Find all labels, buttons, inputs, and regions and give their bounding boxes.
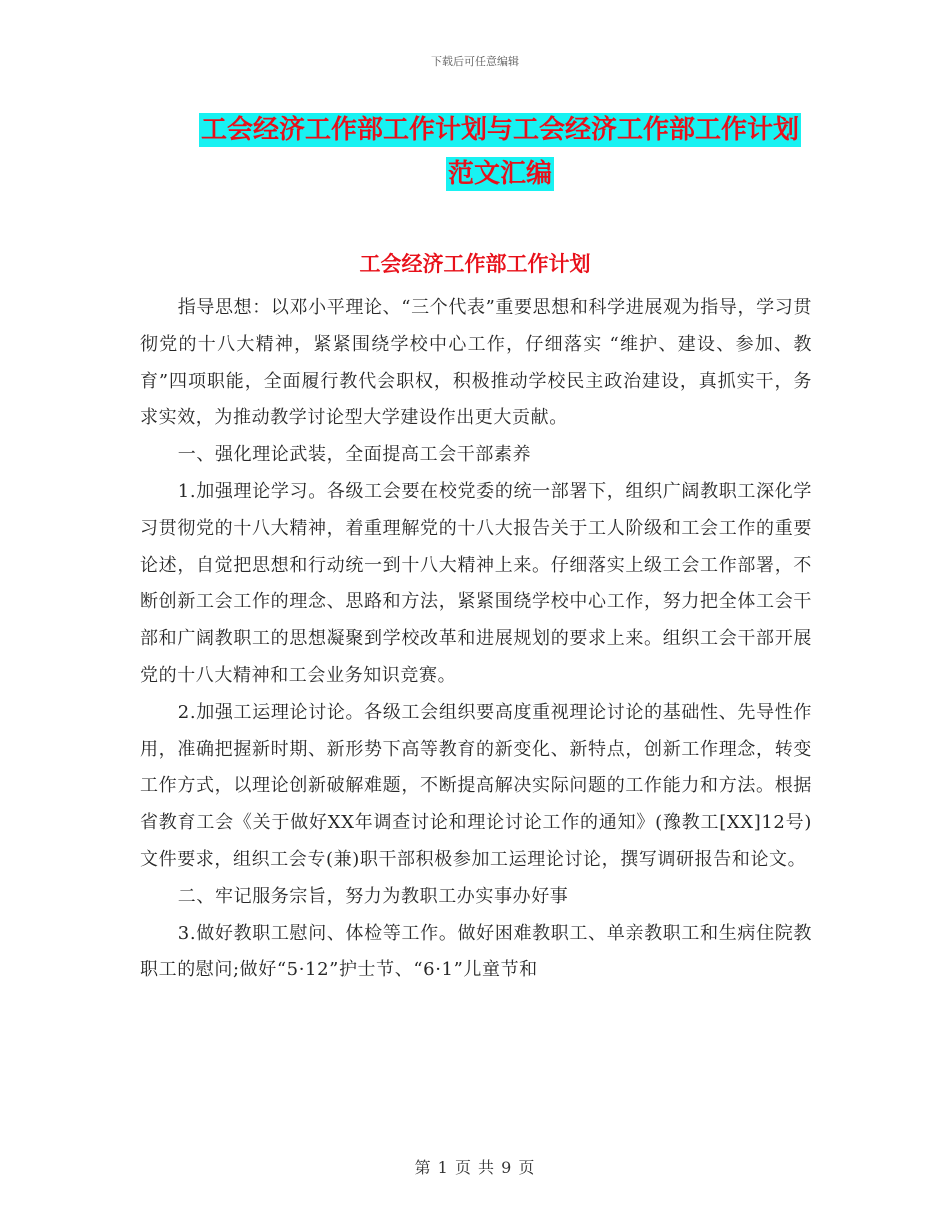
- document-title: [150, 108, 850, 196]
- heading-part-two: 二、牢记服务宗旨，努力为教职工办实事办好事: [177, 885, 569, 907]
- document-title-line-2: 范文汇编: [447, 159, 552, 189]
- paragraph-guiding-ideology: 指导思想：以邓小平理论、“三个代表”重要思想和科学进展观为指导，学习贯彻党的十八大精神，紧紧围绕学校中心工作，仔细落实 “维护、建设、参加、教育”四项职能，全面履行教代会职权，积极推动学校民主政治建设，真抓实干，务求实效，为推动教学讨论型大学建设作出更大贡献。: [140, 297, 812, 429]
- heading-part-one: 一、强化理论武装，全面提高工会干部素养: [177, 444, 532, 466]
- paragraph-item-2: 2.加强工运理论讨论。各级工会组织要高度重视理论讨论的基础性、先导性作用，准确把握新时期、新形势下高等教育的新变化、新特点，创新工作理念，转变工作方式，以理论创新破解难题，不断提高解决实际问题的工作能力和方法。根据省教育工会《关于做好XX年调查讨论和理论讨论工作的通知》(豫教工[XX]12号)文件要求，组织工会专(兼)职干部积极参加工运理论讨论，撰写调研报告和论文。: [140, 701, 812, 870]
- document-title-line-1: 工会经济工作部工作计划与工会经济工作部工作计划: [200, 115, 799, 145]
- paragraph-item-3: 3.做好教职工慰问、体检等工作。做好困难教职工、单亲教职工和生病住院教职工的慰问;做好“5·12”护士节、“6·1”儿童节和: [140, 922, 812, 981]
- section-title: 工会经济工作部工作计划: [359, 252, 591, 276]
- document-body: [140, 290, 812, 989]
- page-number-footer: 第 1 页 共 9 页: [414, 1158, 536, 1177]
- paragraph-item-1: 1.加强理论学习。各级工会要在校党委的统一部署下，组织广阔教职工深化学习贯彻党的十八大精神，着重理解党的十八大报告关于工人阶级和工会工作的重要论述，自觉把思想和行动统一到十八大精神上来。仔细落实上级工会工作部署，不断创新工会工作的理念、思路和方法，紧紧围绕学校中心工作，努力把全体工会干部和广阔教职工的思想凝聚到学校改革和进展规划的要求上来。组织工会干部开展党的十八大精神和工会业务知识竞赛。: [140, 480, 812, 686]
- header-note: 下载后可任意编辑: [431, 55, 519, 68]
